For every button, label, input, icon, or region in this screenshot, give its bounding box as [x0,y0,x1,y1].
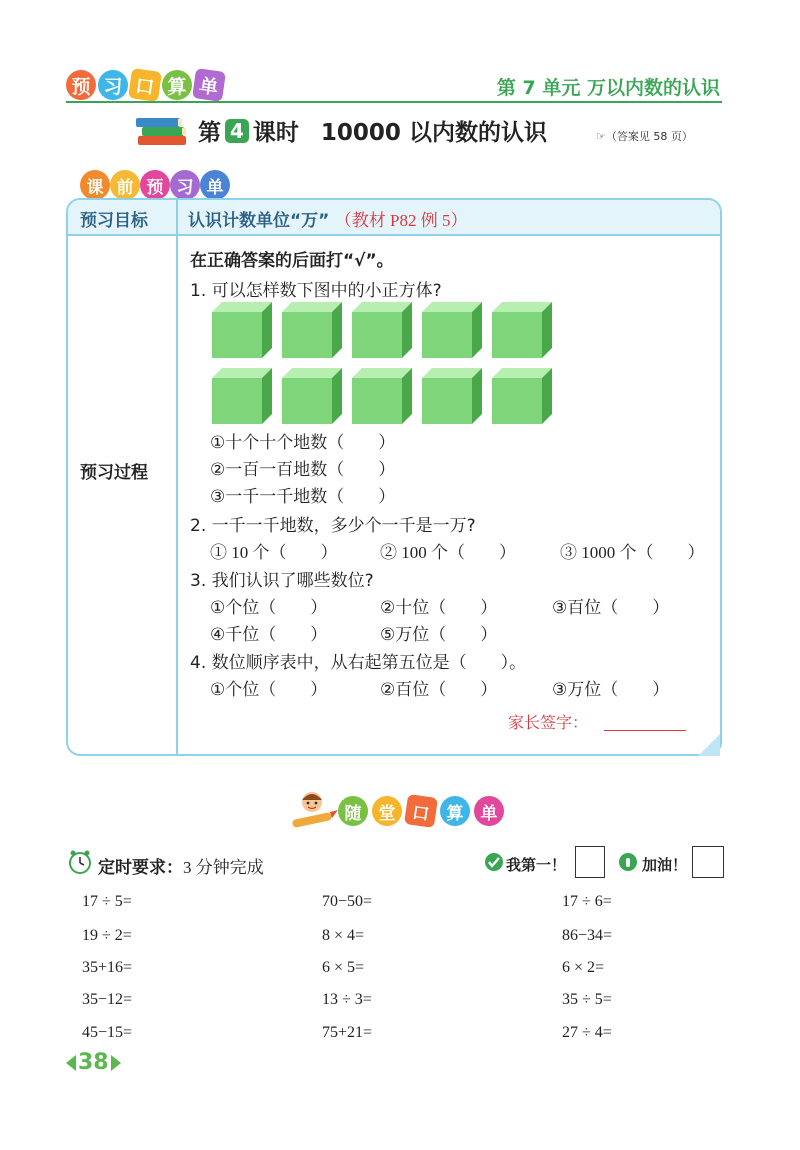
calc-problem[interactable]: 45−15= [82,1024,133,1041]
goal-main: 认识计数单位“万” [188,211,330,231]
q3-option[interactable]: ①个位（ ） [210,598,328,618]
practice-char: 口 [404,794,438,828]
cube-icon [282,302,342,358]
process-label: 预习过程 [80,463,148,483]
brand-char: 口 [128,68,162,102]
instruction: 在正确答案的后面打“√”。 [190,251,394,271]
preview-char: 前 [110,170,140,200]
signature-line[interactable] [604,730,686,731]
timer-label: 定时要求： [98,858,183,878]
lesson-title [198,114,547,147]
calc-problem[interactable]: 75+21= [322,1024,373,1041]
first-label: 我第一！ [506,856,567,874]
page-arrow-right-icon [111,1055,121,1071]
brand-badge [66,70,224,100]
practice-char: 随 [338,796,368,826]
cube-icon [422,368,482,424]
preview-badge [80,170,230,200]
page-curl [698,734,720,756]
question-2: 2. 一千一千地数，多少个一千是一万? [190,516,476,536]
cube-icon [352,302,412,358]
cube-icon [212,302,272,358]
calc-problem[interactable]: 17 ÷ 6= [562,893,612,910]
question-1: 1. 可以怎样数下图中的小正方体? [190,281,442,301]
calc-problem[interactable]: 27 ÷ 4= [562,1024,612,1041]
calc-problem[interactable]: 6 × 5= [322,959,365,976]
timer-requirement [98,853,264,878]
calc-problem[interactable]: 35+16= [82,959,133,976]
q1-option[interactable]: ③一千一千地数（ ） [210,487,396,507]
cube-icon [352,368,412,424]
calc-problem[interactable]: 35−12= [82,991,133,1008]
mascot-icon [290,790,338,830]
page-number-badge [66,1050,121,1075]
card-divider-v [176,200,178,754]
brand-char: 算 [162,70,192,100]
calc-problem[interactable]: 70−50= [322,893,373,910]
preview-char: 预 [140,170,170,200]
preview-char: 习 [170,170,200,200]
goal-reference: （教材 P82 例 5） [334,211,468,230]
preview-char: 课 [80,170,110,200]
practice-badge [338,796,504,826]
q4-option[interactable]: ①个位（ ） [210,680,328,700]
lesson-prefix: 第 [198,120,221,146]
brand-char: 习 [98,70,128,100]
q1-option[interactable]: ②一百一百地数（ ） [210,460,396,480]
practice-char: 算 [440,796,470,826]
header-rule [66,101,722,103]
calc-problem[interactable]: 86−34= [562,927,613,944]
lesson-suffix: 课时 [252,120,299,146]
calc-problem[interactable]: 13 ÷ 3= [322,991,372,1008]
timer-value: 3 分钟完成 [183,858,264,877]
q3-option[interactable]: ②十位（ ） [380,598,498,618]
calc-problem[interactable]: 8 × 4= [322,927,365,944]
first-time-box[interactable] [575,846,605,878]
cheer-time-box[interactable] [692,846,724,878]
cube-icon [212,368,272,424]
q4-option[interactable]: ②百位（ ） [380,680,498,700]
cube-icon [282,368,342,424]
brand-char: 预 [66,70,96,100]
books-icon [134,116,190,146]
unit-title: 第 7 单元 万以内数的认识 [496,77,720,99]
practice-char: 单 [474,796,504,826]
q2-option[interactable]: ② 100 个（ ） [380,543,516,562]
clock-icon [68,850,92,874]
goal-label: 预习目标 [80,211,148,231]
goal-text [188,206,467,231]
calc-problem[interactable]: 35 ÷ 5= [562,991,612,1008]
cube-icon [422,302,482,358]
q2-option[interactable]: ③ 1000 个（ ） [560,543,705,562]
question-3: 3. 我们认识了哪些数位? [190,571,374,591]
first-icon [484,852,504,872]
card-divider-h [68,234,720,236]
brand-char: 单 [192,68,226,102]
q3-option[interactable]: ⑤万位（ ） [380,625,498,645]
calc-problem[interactable]: 6 × 2= [562,959,605,976]
page-arrow-left-icon [66,1055,76,1071]
practice-char: 堂 [372,796,402,826]
cheer-icon [618,852,638,872]
calc-problem[interactable]: 19 ÷ 2= [82,927,132,944]
cube-icon [492,302,552,358]
signature-label: 家长签字： [508,713,589,732]
preview-char: 单 [200,170,230,200]
q2-option[interactable]: ① 10 个（ ） [210,543,338,562]
question-4: 4. 数位顺序表中，从右起第五位是（ ）。 [190,653,527,673]
page-number: 38 [78,1050,109,1075]
q1-option[interactable]: ①十个十个地数（ ） [210,433,396,453]
calc-problem[interactable]: 17 ÷ 5= [82,893,132,910]
lesson-number: 4 [225,119,249,143]
q3-option[interactable]: ③百位（ ） [552,598,670,618]
cheer-label: 加油！ [642,856,688,874]
q3-option[interactable]: ④千位（ ） [210,625,328,645]
cube-icon [492,368,552,424]
q4-option[interactable]: ③万位（ ） [552,680,670,700]
answer-reference: ☞（答案见 58 页） [596,130,693,143]
lesson-topic: 10000 以内数的认识 [320,120,547,146]
